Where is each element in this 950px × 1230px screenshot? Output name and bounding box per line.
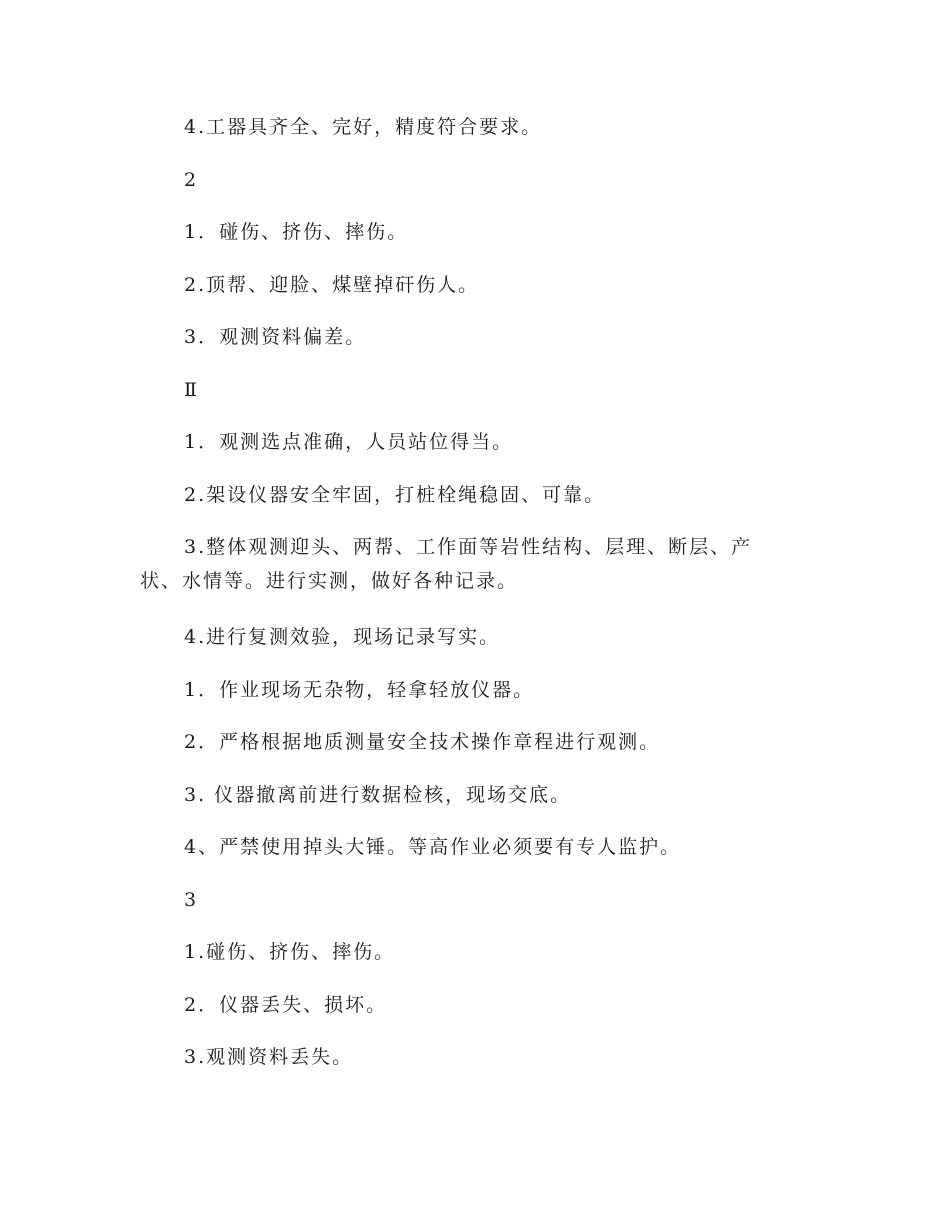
section-number-2: 2: [184, 169, 199, 191]
paragraph-point-selection: 1．观测选点准确，人员站位得当。: [184, 431, 514, 453]
paragraph-injury-risk: 1.碰伤、挤伤、摔伤。: [184, 941, 396, 963]
paragraph-hazard-falling-rock: 2.顶帮、迎脸、煤壁掉矸伤人。: [184, 274, 480, 296]
paragraph-recheck: 4.进行复测效验，现场记录写实。: [184, 626, 501, 648]
section-roman-2: Ⅱ: [184, 379, 199, 401]
paragraph-tool-condition: 4.工器具齐全、完好，精度符合要求。: [184, 116, 543, 138]
paragraph-instrument-setup: 2.架设仪器安全牢固，打桩栓绳稳固、可靠。: [184, 484, 606, 506]
paragraph-hazard-data-deviation: 3．观测资料偏差。: [184, 326, 367, 348]
paragraph-data-loss: 3.观测资料丢失。: [184, 1046, 354, 1068]
paragraph-hammer-ban: 4、严禁使用掉头大锤。等高作业必须要有专人监护。: [184, 836, 682, 858]
paragraph-follow-regulations: 2．严格根据地质测量安全技术操作章程进行观测。: [184, 731, 661, 753]
paragraph-site-clean: 1．作业现场无杂物，轻拿轻放仪器。: [184, 679, 535, 701]
paragraph-instrument-loss: 2．仪器丢失、损坏。: [184, 994, 388, 1016]
paragraph-data-check: 3. 仪器撤离前进行数据检核，现场交底。: [184, 784, 572, 806]
paragraph-hazard-injury: 1．碰伤、挤伤、摔伤。: [184, 221, 409, 243]
section-number-3: 3: [184, 889, 199, 911]
paragraph-overall-observation: 3.整体观测迎头、两帮、工作面等岩性结构、层理、断层、产状、水情等。进行实测，做好各种记录。: [140, 536, 753, 592]
